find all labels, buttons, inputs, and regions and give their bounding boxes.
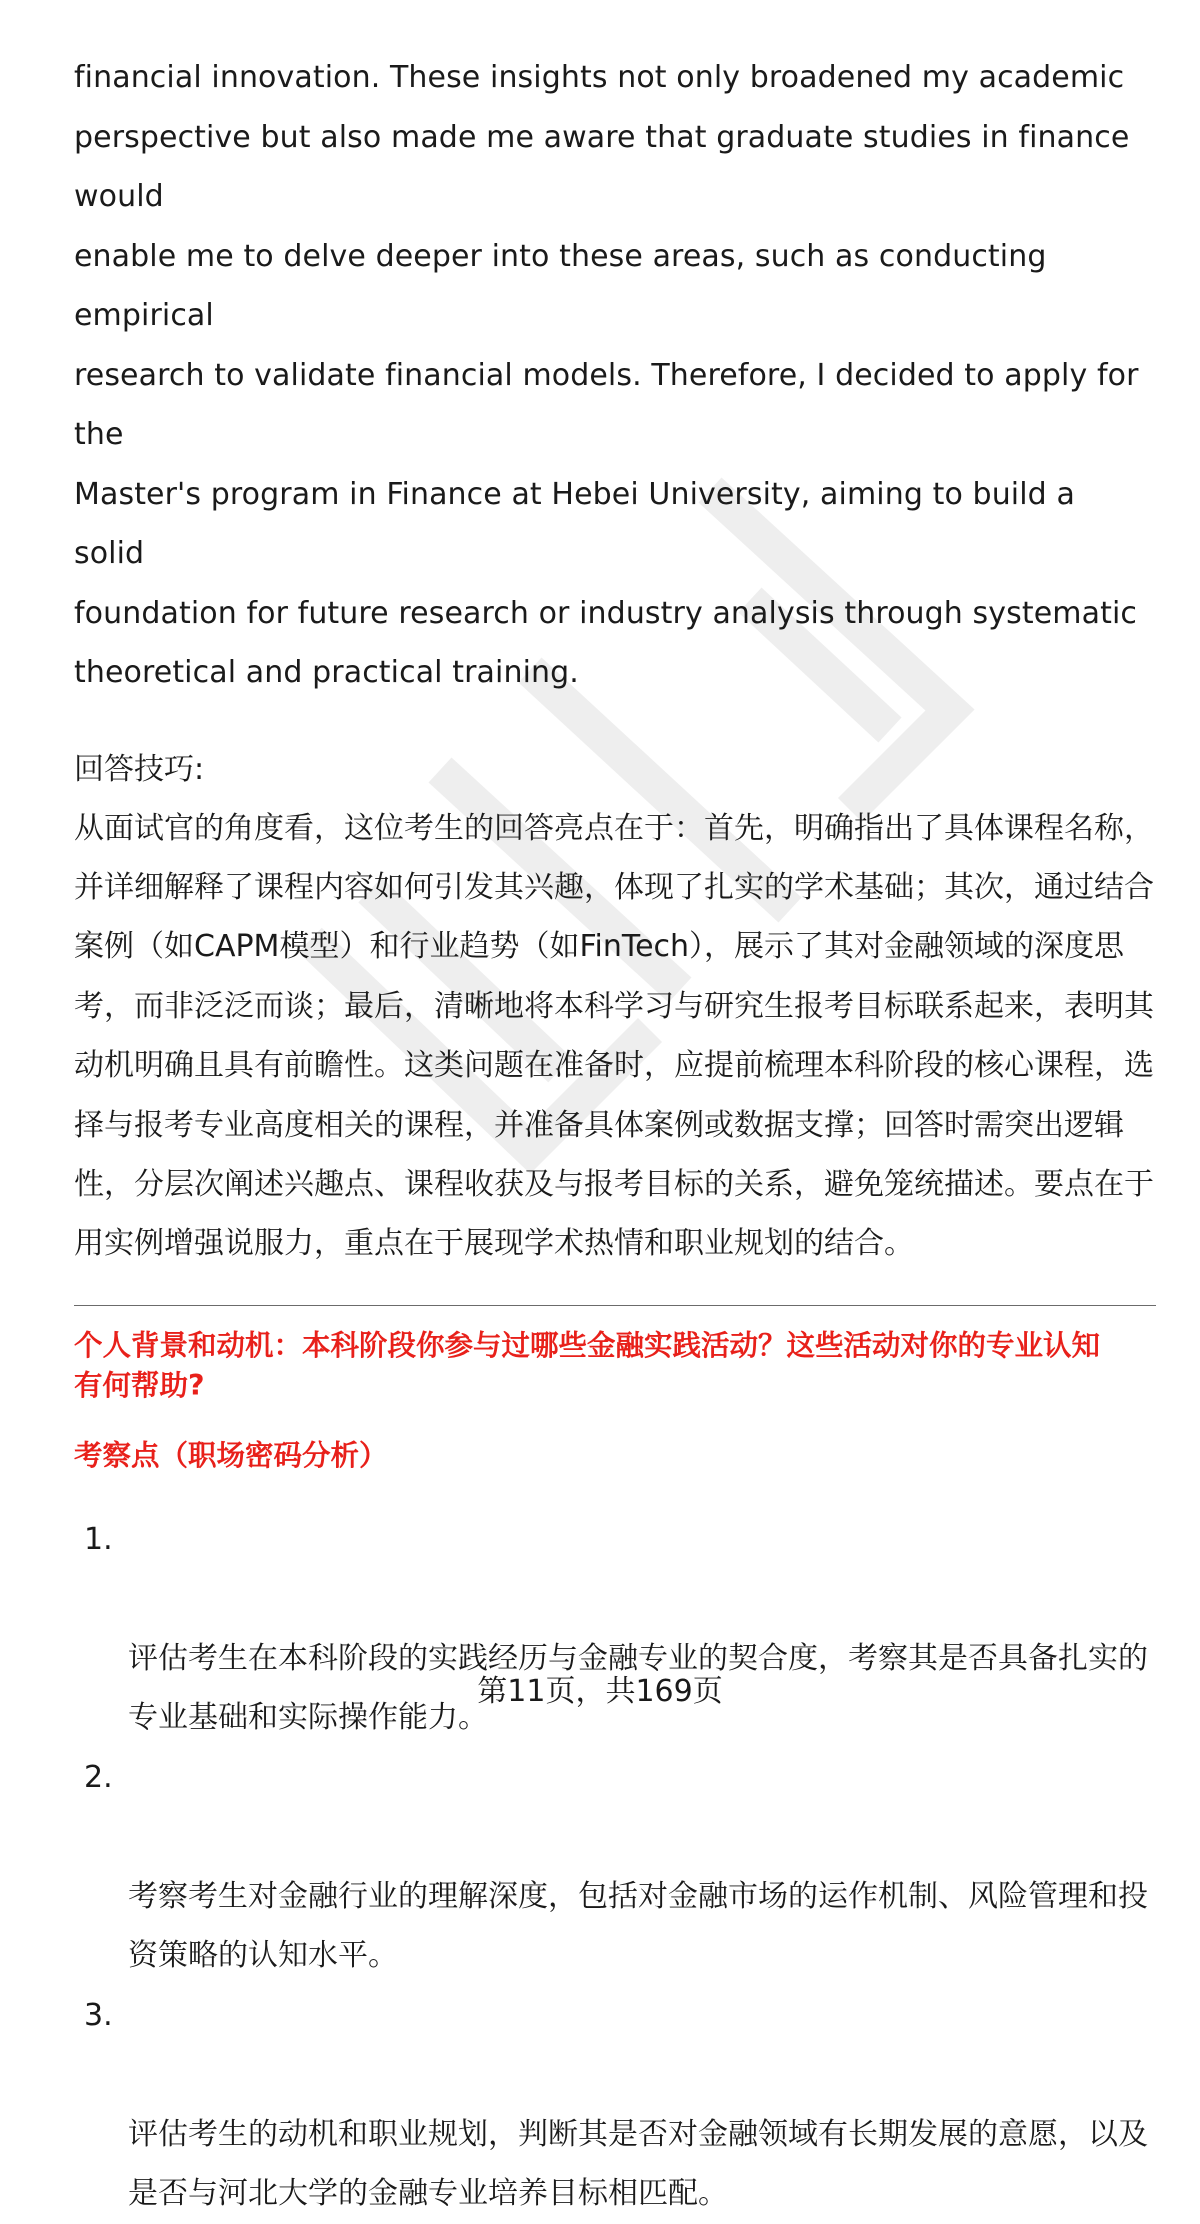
question-heading: 个人背景和动机：本科阶段你参与过哪些金融实践活动？这些活动对你的专业认知 有何帮助? — [74, 1328, 1101, 1402]
section-divider — [74, 1305, 1156, 1306]
analysis-heading: 考察点（职场密码分析） — [74, 1438, 388, 1472]
page-number-footer: 第11页，共169页 — [477, 1674, 723, 1709]
list-item-text: 评估考生的动机和职业规划，判断其是否对金融领域有长期发展的意愿，以及 是否与河北大学的金融专业培养目标相匹配。 — [128, 2116, 1148, 2212]
list-item — [74, 1510, 1154, 1748]
list-item — [74, 1748, 1154, 1986]
analysis-points-list — [74, 1510, 1154, 2224]
list-item-number: 1. — [84, 1521, 113, 1557]
tips-paragraph: 从面试官的角度看，这位考生的回答亮点在于：首先，明确指出了具体课程名称， 并详细解释了课程内容如何引发其兴趣，体现了扎实的学术基础；其次，通过结合 案例（如CAPM模型）和行业趋势（如FinTech），展示了其对金融领域的深度思 考，而非泛泛而谈；最后，清晰地将本科学习与研究生报考目标联系起来，表明其 动机明确且具有前瞻性。这类问题在准备时，应提前梳理本科阶段的核心课程，选 择与报考专业高度相关的课程，并准备具体案例或数据支撑；回答时需突出逻辑 性，分层次阐述兴趣点、课程收获及与报考目标的关系，避免笼统描述。要点在于 用实例增强说服力，重点在于展现学术热情和职业规划的结合。 — [74, 810, 1154, 1262]
list-item-number: 3. — [84, 1997, 113, 2033]
list-item — [74, 1986, 1154, 2224]
list-item-number: 2. — [84, 1759, 113, 1795]
tips-label: 回答技巧: — [74, 751, 205, 787]
page-content — [74, 48, 1154, 2224]
answer-paragraph: financial innovation. These insights not only broadened my academic perspective but also made me aware that graduate studies in finance would enable me to delve deeper into these areas, such as conducting empirical research to validate financial models. Therefore, I decided to apply for the Master's program in Finance at Hebei University, aiming to build a solid foundation for future research or industry analysis through systematic theoretical and practical training. — [74, 60, 1139, 690]
list-item-text: 考察考生对金融行业的理解深度，包括对金融市场的运作机制、风险管理和投 资策略的认知水平。 — [128, 1878, 1148, 1974]
list-item-text: 评估考生在本科阶段的实践经历与金融专业的契合度，考察其是否具备扎实的 专业基础和实际操作能力。 — [128, 1640, 1148, 1736]
